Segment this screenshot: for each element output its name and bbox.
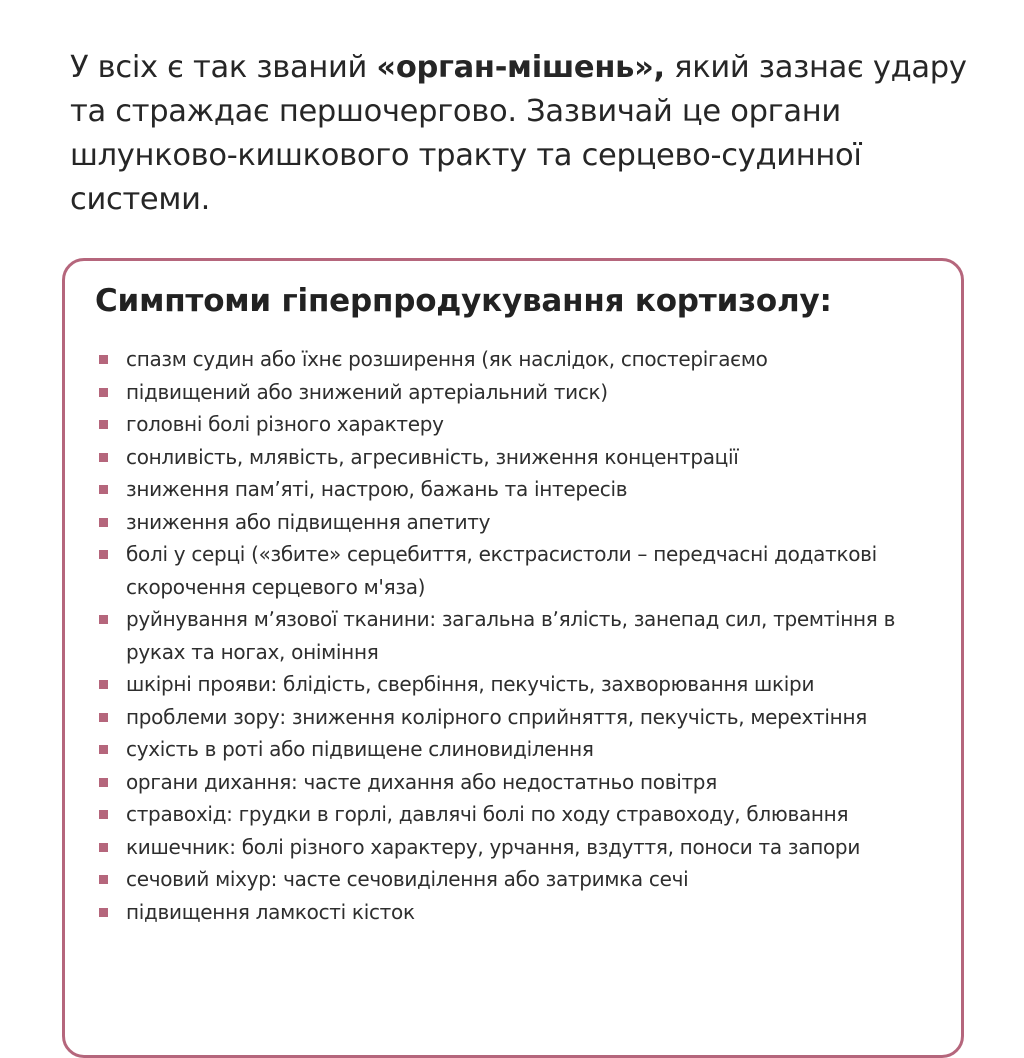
list-item-text: головні болі різного характеру bbox=[126, 412, 444, 436]
list-item bbox=[99, 473, 949, 506]
symptoms-card bbox=[62, 258, 964, 1058]
list-item-text: підвищений або знижений артеріальний тиск) bbox=[126, 379, 608, 404]
square-bullet-icon bbox=[99, 810, 108, 819]
list-item bbox=[99, 668, 949, 701]
list-item bbox=[99, 733, 949, 766]
list-item bbox=[99, 603, 949, 668]
list-item bbox=[99, 701, 949, 734]
square-bullet-icon bbox=[99, 875, 108, 884]
list-item bbox=[99, 766, 949, 799]
square-bullet-icon bbox=[99, 550, 108, 559]
intro-bold-term: «орган-мішень», bbox=[376, 50, 665, 85]
square-bullet-icon bbox=[99, 453, 108, 462]
square-bullet-icon bbox=[99, 355, 108, 364]
list-item-text: болі у серці («збите» серцебиття, екстрасистоли – передчасні додаткові скорочення серцевого м'яза) bbox=[126, 542, 877, 599]
list-item bbox=[99, 376, 949, 409]
list-item bbox=[99, 408, 949, 441]
symptoms-list bbox=[99, 343, 949, 928]
list-item-text: зниження пам’яті, настрою, бажань та інтересів bbox=[126, 477, 628, 501]
list-item bbox=[99, 506, 949, 539]
list-item-text: зниження або підвищення апетиту bbox=[126, 509, 491, 534]
list-item bbox=[99, 441, 949, 474]
card-title: Симптоми гіперпродукування кортизолу: bbox=[95, 283, 832, 319]
square-bullet-icon bbox=[99, 518, 108, 527]
list-item bbox=[99, 538, 949, 603]
list-item-text: руйнування мʼязової тканини: загальна вʼялість, занепад сил, тремтіння в руках та ногах, оніміння bbox=[126, 607, 896, 664]
list-item-text: проблеми зору: зниження колірного сприйняття, пекучість, мерехтіння bbox=[126, 704, 867, 729]
list-item-text: шкірні прояви: блідість, свербіння, пекучість, захворювання шкіри bbox=[126, 672, 815, 696]
intro-text-end: який зазнає удару та страждає першочергово. Зазвичай це органи шлунково-кишкового тракту та серцево-судинної системи. bbox=[70, 50, 967, 217]
intro-paragraph bbox=[70, 46, 970, 222]
intro-text-start: У всіх є так званий bbox=[70, 50, 377, 85]
list-item-text: кишечник: болі різного характеру, урчання, вздуття, поноси та запори bbox=[126, 834, 861, 859]
list-item-text: органи дихання: часте дихання або недостатньо повітря bbox=[126, 769, 717, 794]
list-item bbox=[99, 863, 949, 896]
square-bullet-icon bbox=[99, 680, 108, 689]
square-bullet-icon bbox=[99, 485, 108, 494]
list-item-text: спазм судин або їхнє розширення (як наслідок, спостерігаємо bbox=[126, 347, 768, 371]
square-bullet-icon bbox=[99, 713, 108, 722]
square-bullet-icon bbox=[99, 778, 108, 787]
list-item-text: підвищення ламкості кісток bbox=[126, 899, 415, 924]
list-item bbox=[99, 831, 949, 864]
list-item-text: стравохід: грудки в горлі, давлячі болі по ходу стравоходу, блювання bbox=[126, 802, 849, 826]
square-bullet-icon bbox=[99, 908, 108, 917]
square-bullet-icon bbox=[99, 843, 108, 852]
square-bullet-icon bbox=[99, 388, 108, 397]
list-item bbox=[99, 896, 949, 929]
list-item-text: сонливість, млявість, агресивність, зниження концентрації bbox=[126, 444, 739, 469]
list-item-text: сечовий міхур: часте сечовиділення або затримка сечі bbox=[126, 867, 689, 891]
list-item bbox=[99, 343, 949, 376]
list-item bbox=[99, 798, 949, 831]
list-item-text: сухість в роті або підвищене слиновиділення bbox=[126, 737, 594, 761]
square-bullet-icon bbox=[99, 420, 108, 429]
square-bullet-icon bbox=[99, 615, 108, 624]
square-bullet-icon bbox=[99, 745, 108, 754]
